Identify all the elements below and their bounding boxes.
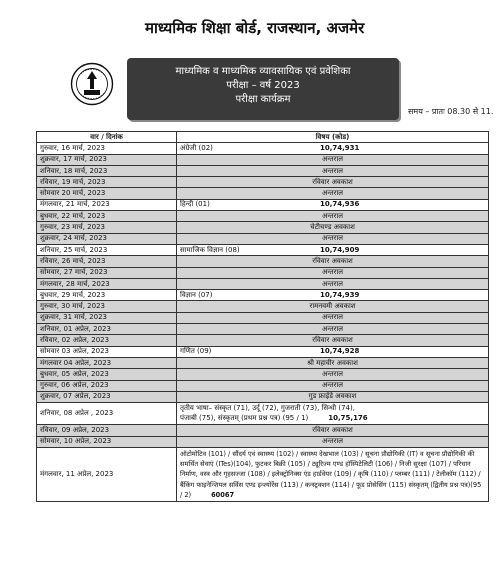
row-date: मंगलवार 04 अप्रेल, 2023 [37, 357, 177, 368]
row-date: शुक्रवार, 17 मार्च, 2023 [37, 154, 177, 165]
title-line-2: परीक्षा – वर्ष 2023 [226, 80, 300, 91]
subject-code-count: 60067 [211, 490, 235, 499]
row-subject-cell [177, 165, 489, 176]
table-row [37, 447, 489, 501]
subject-line-2: पंजाबी (75), संस्कृतम् (प्रथम प्रश्न पत्र) (95 / 1) [180, 413, 309, 422]
subject-wrap [180, 291, 485, 300]
table-row [37, 357, 489, 368]
table-row [37, 346, 489, 357]
time-note: समय – प्रातः 08.30 से 11. [408, 107, 494, 116]
row-subject-cell [177, 301, 489, 312]
table-row [37, 301, 489, 312]
holiday-label: श्री महावीर अवकाश [307, 358, 358, 367]
holiday-label: रविवार अवकाश [312, 256, 353, 265]
holiday-label: अन्तराल [322, 211, 343, 220]
holiday-label: अन्तराल [322, 313, 343, 322]
row-subject-cell [177, 143, 489, 154]
row-subject-cell [177, 233, 489, 244]
subject-line-1: तृतीय भाषा– संस्कृत (71), उर्दू (72), गुजराती (73), सिन्धी (74), [180, 404, 355, 413]
table-row [37, 244, 489, 255]
holiday-label: रविवार अवकाश [312, 177, 353, 186]
holiday-label: अन्तराल [322, 268, 343, 277]
subject-name: विज्ञान (07) [180, 290, 213, 299]
table-row [37, 425, 489, 436]
table-row [37, 380, 489, 391]
table-row [37, 290, 489, 301]
table-row [37, 177, 489, 188]
holiday-label: गुड फ्राईडे अवकाश [308, 392, 357, 401]
subject-name: गणित (09) [180, 347, 212, 356]
row-date: रविवार, 09 अप्रेल, 2023 [37, 425, 177, 436]
exam-schedule-table [36, 131, 489, 502]
row-subject-cell [177, 256, 489, 267]
table-row [37, 222, 489, 233]
holiday-label: अन्तराल [322, 189, 343, 198]
subject-name: सामाजिक विज्ञान (08) [180, 245, 240, 254]
table-row [37, 391, 489, 402]
row-subject-cell [177, 290, 489, 301]
subject-wrap [180, 200, 485, 209]
row-date: रविवार, 02 अप्रेल, 2023 [37, 335, 177, 346]
subject-code-count: 10,74,909 [320, 245, 360, 254]
exam-title-box [127, 58, 399, 120]
row-date: बुधवार, 29 मार्च, 2023 [37, 290, 177, 301]
board-title: माध्यमिक शिक्षा बोर्ड, राजस्थान, अजमेर [145, 19, 365, 37]
row-subject-cell [177, 369, 489, 380]
title-line-1: माध्यमिक व माध्यमिक व्यावसायिक एवं प्रवेशिका [175, 66, 351, 77]
table-row [37, 233, 489, 244]
table-row [37, 256, 489, 267]
row-subject-cell [177, 177, 489, 188]
row-subject-cell [177, 222, 489, 233]
subject-code-count: 10,74,936 [320, 200, 360, 209]
row-date: सोमवार, 10 अप्रेल, 2023 [37, 436, 177, 447]
row-date: शुक्रवार, 31 मार्च, 2023 [37, 312, 177, 323]
table-row [37, 267, 489, 278]
subject-code-count: 10,74,928 [320, 347, 360, 356]
row-date: शनिवार, 18 मार्च, 2023 [37, 165, 177, 176]
row-subject-cell [177, 267, 489, 278]
table-row [37, 143, 489, 154]
subject-wrap [180, 246, 485, 255]
holiday-label: अन्तराल [322, 437, 343, 446]
holiday-label: रामनवमी अवकाश [309, 302, 356, 311]
row-subject-cell [177, 244, 489, 255]
title-line-3: परीक्षा कार्यक्रम [235, 94, 291, 105]
holiday-label: रविवार अवकाश [312, 425, 353, 434]
holiday-label: अन्तराल [322, 369, 343, 378]
row-date: बुधवार, 05 अप्रेल, 2023 [37, 369, 177, 380]
holiday-label: चेटीचण्ड अवकाश [310, 223, 355, 232]
table-row [37, 312, 489, 323]
row-date: गुरुवार, 06 अप्रेल, 2023 [37, 380, 177, 391]
holiday-label: अन्तराल [322, 166, 343, 175]
table-row [37, 188, 489, 199]
row-date: शनिवार, 01 अप्रेल, 2023 [37, 324, 177, 335]
subject-wrap [180, 347, 485, 356]
row-subject-cell [177, 154, 489, 165]
holiday-label: अन्तराल [322, 324, 343, 333]
table-row [37, 199, 489, 210]
row-subject-cell [177, 425, 489, 436]
row-date: मंगलवार, 28 मार्च, 2023 [37, 278, 177, 289]
row-date: शुक्रवार, 07 अप्रेल, 2023 [37, 391, 177, 402]
holiday-label: अन्तराल [322, 381, 343, 390]
row-subject-cell [177, 188, 489, 199]
row-date: गुरुवार, 16 मार्च, 2023 [37, 143, 177, 154]
subject-code-count: 10,74,939 [320, 290, 360, 299]
subject-code-count: 10,75,176 [328, 413, 368, 422]
row-date: सोमवार 03 अप्रेल, 2023 [37, 346, 177, 357]
row-subject-cell [177, 357, 489, 368]
column-header-subject: विषय (कोड) [177, 132, 489, 143]
row-subject-cell [177, 403, 489, 425]
row-date: सोमवार 20 मार्च, 2023 [37, 188, 177, 199]
row-subject-cell [177, 312, 489, 323]
row-date: गुरुवार, 30 मार्च, 2023 [37, 301, 177, 312]
table-row [37, 154, 489, 165]
holiday-label: रविवार अवकाश [312, 335, 353, 344]
row-date: गुरुवार, 23 मार्च, 2023 [37, 222, 177, 233]
table-row [37, 403, 489, 425]
row-subject-cell [177, 436, 489, 447]
column-header-date: वार / दिनांक [37, 132, 177, 143]
holiday-label: अन्तराल [322, 279, 343, 288]
row-subject-cell [177, 346, 489, 357]
subject-name: हिन्दी (01) [180, 200, 210, 209]
subject-name: अंग्रेजी (02) [180, 143, 213, 152]
row-subject-cell [177, 278, 489, 289]
row-date: रविवार, 26 मार्च, 2023 [37, 256, 177, 267]
row-date: मंगलवार, 21 मार्च, 2023 [37, 199, 177, 210]
row-date: मंगलवार, 11 अप्रेल, 2023 [37, 447, 177, 501]
table-row [37, 369, 489, 380]
row-subject-cell [177, 380, 489, 391]
subject-wrap [180, 144, 485, 153]
table-row [37, 335, 489, 346]
row-subject-cell [177, 391, 489, 402]
row-date: सोमवार, 27 मार्च, 2023 [37, 267, 177, 278]
row-date: शनिवार, 25 मार्च, 2023 [37, 244, 177, 255]
subject-code-count: 10,74,931 [320, 143, 360, 152]
holiday-label: अन्तराल [322, 234, 343, 243]
row-date: बुधवार, 22 मार्च, 2023 [37, 211, 177, 222]
row-date: रविवार, 19 मार्च, 2023 [37, 177, 177, 188]
vocational-subjects: ऑटोमोटिव (101) / सौंदर्य एवं स्वास्थ्य (102) / स्वास्थ्य देखभाल (103) / सूचना प्रौद्योगिकी (IT) व सूचना प्रौद्योगिकी की समर्थित सेवाएं (ITes)(104), फुटकर बिक्री (105) / ट्यूरिज्म एण्ड हॉस्पिटेलिटी (106) / निजी सुरक्षा (107) / परिधान निर्माण, वस्त्र और गृहसज्जा (108) / इलेक्ट्रोनिक्स एंड हार्डवेयर (109) / कृषि (110) / प्लम्बर (111) / टेलीकॉम (112) / बैंकिंग फाइनेन्शियल सर्विस एण्ड इन्श्योरेंस (113) / कन्स्ट्रक्शन (114) / फूड प्रोसेसिंग (115) संस्कृतम् (द्वितीय प्रश्न पत्र)(95 / 2) [180, 449, 482, 499]
row-subject-cell [177, 211, 489, 222]
table-row [37, 324, 489, 335]
row-subject-cell [177, 324, 489, 335]
table-row [37, 211, 489, 222]
holiday-label: अन्तराल [322, 155, 343, 164]
table-row [37, 436, 489, 447]
row-subject-cell [177, 335, 489, 346]
row-date: शनिवार, 08 अप्रेल , 2023 [37, 403, 177, 425]
row-date: शुक्रवार, 24 मार्च, 2023 [37, 233, 177, 244]
table-row [37, 278, 489, 289]
table-row [37, 165, 489, 176]
board-emblem-icon [70, 62, 114, 106]
row-subject-cell [177, 447, 489, 501]
row-subject-cell [177, 199, 489, 210]
subject-line-2-wrap [180, 414, 485, 424]
